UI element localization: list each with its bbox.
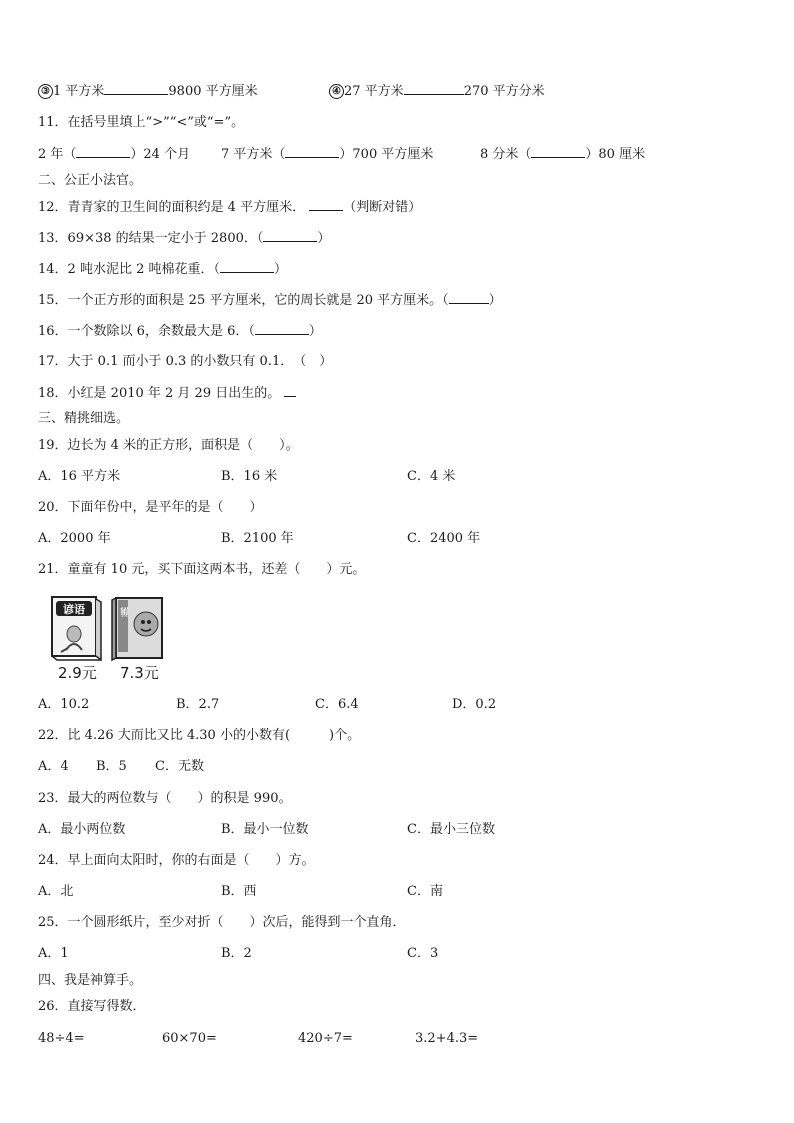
q11-part-c: 8 分米（ ）80 厘米: [480, 147, 646, 162]
item3-left: 1 平方米: [53, 84, 105, 99]
question-23: 23．最大的两位数与（ ）的积是 990。: [38, 791, 292, 806]
item4-right: 270 平方分米: [463, 84, 545, 99]
section-2-heading: 二、公正小法官。: [38, 173, 143, 188]
question-21: 21．童童有 10 元，买下面这两本书，还差（ ）元。: [38, 562, 366, 577]
question-24: 24．早上面向太阳时，你的右面是（ ）方。: [38, 853, 315, 868]
q20-option-a[interactable]: A．2000 年: [38, 531, 111, 546]
calc-expression-1: 48÷4=: [38, 1031, 85, 1046]
q21-option-d[interactable]: D．0.2: [452, 697, 497, 712]
circled-number-3: ③: [38, 84, 53, 99]
calc-expression-2: 60×70=: [162, 1031, 217, 1046]
q21-option-b[interactable]: B．2.7: [176, 697, 220, 712]
q19-option-a[interactable]: A．16 平方米: [38, 469, 121, 484]
q23-option-b[interactable]: B．最小一位数: [221, 822, 309, 837]
answer-blank[interactable]: [255, 322, 309, 335]
calc-expression-3: 420÷7=: [298, 1031, 353, 1046]
q11-part-a: 2 年（ ）24 个月: [38, 147, 191, 162]
q24-option-b[interactable]: B．西: [221, 884, 257, 899]
answer-blank[interactable]: [104, 82, 168, 95]
book1-title: 谚语: [63, 603, 85, 616]
item4-left: 27 平方米: [344, 84, 404, 99]
answer-blank[interactable]: [449, 291, 489, 304]
question-18: 18．小红是 2010 年 2 月 29 日出生的。: [38, 384, 296, 403]
q22-option-a[interactable]: A．4: [38, 759, 69, 774]
calc-expression-4: 3.2+4.3=: [415, 1031, 479, 1046]
q11-part-b: 7 平方米（ ）700 平方厘米: [221, 147, 434, 162]
q24-option-a[interactable]: A．北: [38, 884, 74, 899]
circled-number-4: ④: [329, 84, 344, 99]
question-25: 25．一个圆形纸片，至少对折（ ）次后，能得到一个直角．: [38, 915, 406, 930]
book2-price: 7.3元: [120, 664, 159, 682]
answer-blank[interactable]: [285, 145, 339, 158]
question-22: 22．比 4.26 大而比又比 4.30 小的小数有( )个。: [38, 728, 361, 743]
answer-blank[interactable]: [263, 229, 317, 242]
q20-option-c[interactable]: C．2400 年: [407, 531, 481, 546]
answer-blank[interactable]: [531, 145, 585, 158]
q19-option-b[interactable]: B．16 米: [221, 469, 278, 484]
question-26: 26．直接写得数．: [38, 999, 146, 1014]
answer-blank[interactable]: [76, 145, 130, 158]
section-4-heading: 四、我是神算手。: [38, 973, 143, 988]
q25-option-b[interactable]: B．2: [221, 946, 252, 961]
compare-item-4: [329, 82, 545, 101]
q22-option-b[interactable]: B．5: [96, 759, 127, 774]
question-13: 13．69×38 的结果一定小于 2800．（ ）: [38, 231, 331, 246]
question-12: 12．青青家的卫生间的面积约是 4 平方厘米． （判断对错）: [38, 200, 422, 215]
book-proverbs-image: [46, 594, 104, 662]
q21-option-c[interactable]: C．6.4: [315, 697, 359, 712]
q20-option-b[interactable]: B．2100 年: [221, 531, 294, 546]
compare-item-3: [38, 82, 258, 101]
question-16: 16．一个数除以 6，余数最大是 6．（ ）: [38, 324, 322, 339]
answer-blank[interactable]: [220, 260, 274, 273]
q23-option-c[interactable]: C．最小三位数: [407, 822, 495, 837]
book2-title: [118, 607, 130, 617]
q22-option-c[interactable]: C．无数: [155, 759, 204, 774]
q21-option-a[interactable]: A．10.2: [38, 697, 90, 712]
question-15: 15．一个正方形的面积是 25 平方厘米，它的周长就是 20 平方厘米。（ ）: [38, 293, 502, 308]
q23-option-a[interactable]: A．最小两位数: [38, 822, 126, 837]
question-20: 20．下面年份中，是平年的是（ ）: [38, 500, 263, 515]
question-11: 11．在括号里填上“>”“<”或“=”。: [38, 115, 245, 130]
q24-option-c[interactable]: C．南: [407, 884, 443, 899]
question-19: 19．边长为 4 米的正方形，面积是（ ）。: [38, 438, 299, 453]
question-17: 17．大于 0.1 而小于 0.3 的小数只有 0.1． （ ）: [38, 354, 333, 369]
item3-right: 9800 平方厘米: [168, 84, 258, 99]
section-3-heading: 三、精挑细选。: [38, 411, 130, 426]
book1-price: 2.9元: [58, 664, 97, 682]
q25-option-a[interactable]: A．1: [38, 946, 69, 961]
q25-option-c[interactable]: C．3: [407, 946, 439, 961]
book-aesop-image: [108, 592, 168, 662]
question-14: 14．2 吨水泥比 2 吨棉花重．（ ）: [38, 262, 287, 277]
answer-blank[interactable]: [309, 198, 343, 211]
q19-option-c[interactable]: C．4 米: [407, 469, 456, 484]
answer-blank[interactable]: [284, 384, 296, 397]
answer-blank[interactable]: [404, 82, 464, 95]
